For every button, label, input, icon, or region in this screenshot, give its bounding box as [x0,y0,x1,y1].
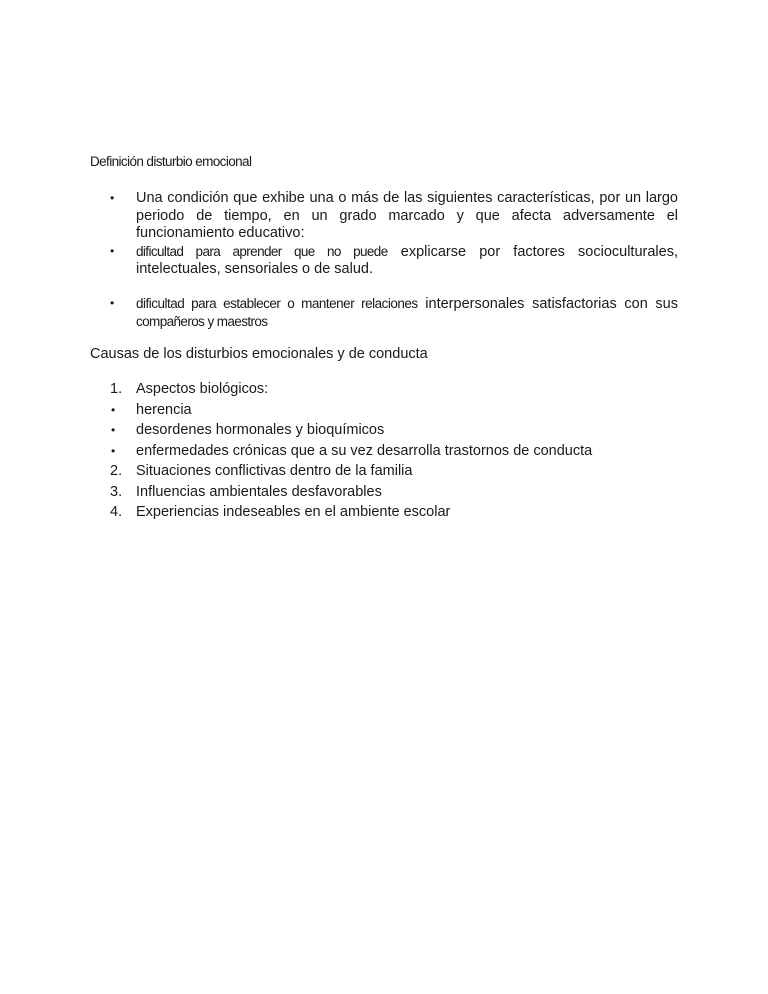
causes-item-text: herencia [136,401,192,418]
bullet-marker: • [110,295,115,310]
definition-item-text: explicarse por factores socioculturales, intelectuales, sensoriales o de salud. [136,243,678,277]
list-marker: 4. [110,504,123,520]
definition-item-tail: compañeros y maestros [136,314,268,329]
list-marker: 3. [110,483,123,500]
definition-item-lead: dificultad para aprender que no puede [136,243,388,259]
definition-item-text: interpersonales satisfactorias con sus [417,295,678,312]
causes-item-text: Situaciones conflictivas dentro de la familia [136,463,413,479]
bullet-marker: • [110,243,115,258]
causes-item-text: desordenes hormonales y bioquímicos [136,422,385,438]
list-marker: 1. [110,381,123,397]
causes-item [90,400,678,421]
bullet-marker: • [111,423,116,437]
definition-item-text: Una condición que exhibe una o más de las siguientes características, por un largo periodo de tiempo, en un grado marcado y que afecta adversamente el funcionamiento educativo: [136,190,678,241]
causes-item [90,482,678,503]
causes-item [90,461,678,482]
causes-item [90,441,678,462]
definition-item [90,243,678,279]
bullet-marker: • [111,402,116,417]
causes-item [90,379,678,400]
list-marker: 2. [110,463,123,479]
causes-item [90,502,678,523]
bullet-marker: • [110,191,115,205]
causes-item [90,420,678,441]
definition-item [90,190,678,243]
causes-item-text: enfermedades crónicas que a su vez desarrolla trastornos de conducta [136,442,593,459]
definition-item-lead: dificultad para establecer o mantener relaciones [136,295,418,311]
definition-item [90,295,678,332]
definition-heading: Definición disturbio emocional [90,154,252,169]
causes-heading: Causas de los disturbios emocionales y de conducta [90,346,428,362]
causes-item-text: Influencias ambientales desfavorables [136,483,382,500]
bullet-marker: • [111,443,116,458]
definition-list [90,190,678,332]
causes-item-text: Aspectos biológicos: [136,381,269,397]
causes-list [90,379,678,523]
causes-item-text: Experiencias indeseables en el ambiente escolar [136,504,451,520]
